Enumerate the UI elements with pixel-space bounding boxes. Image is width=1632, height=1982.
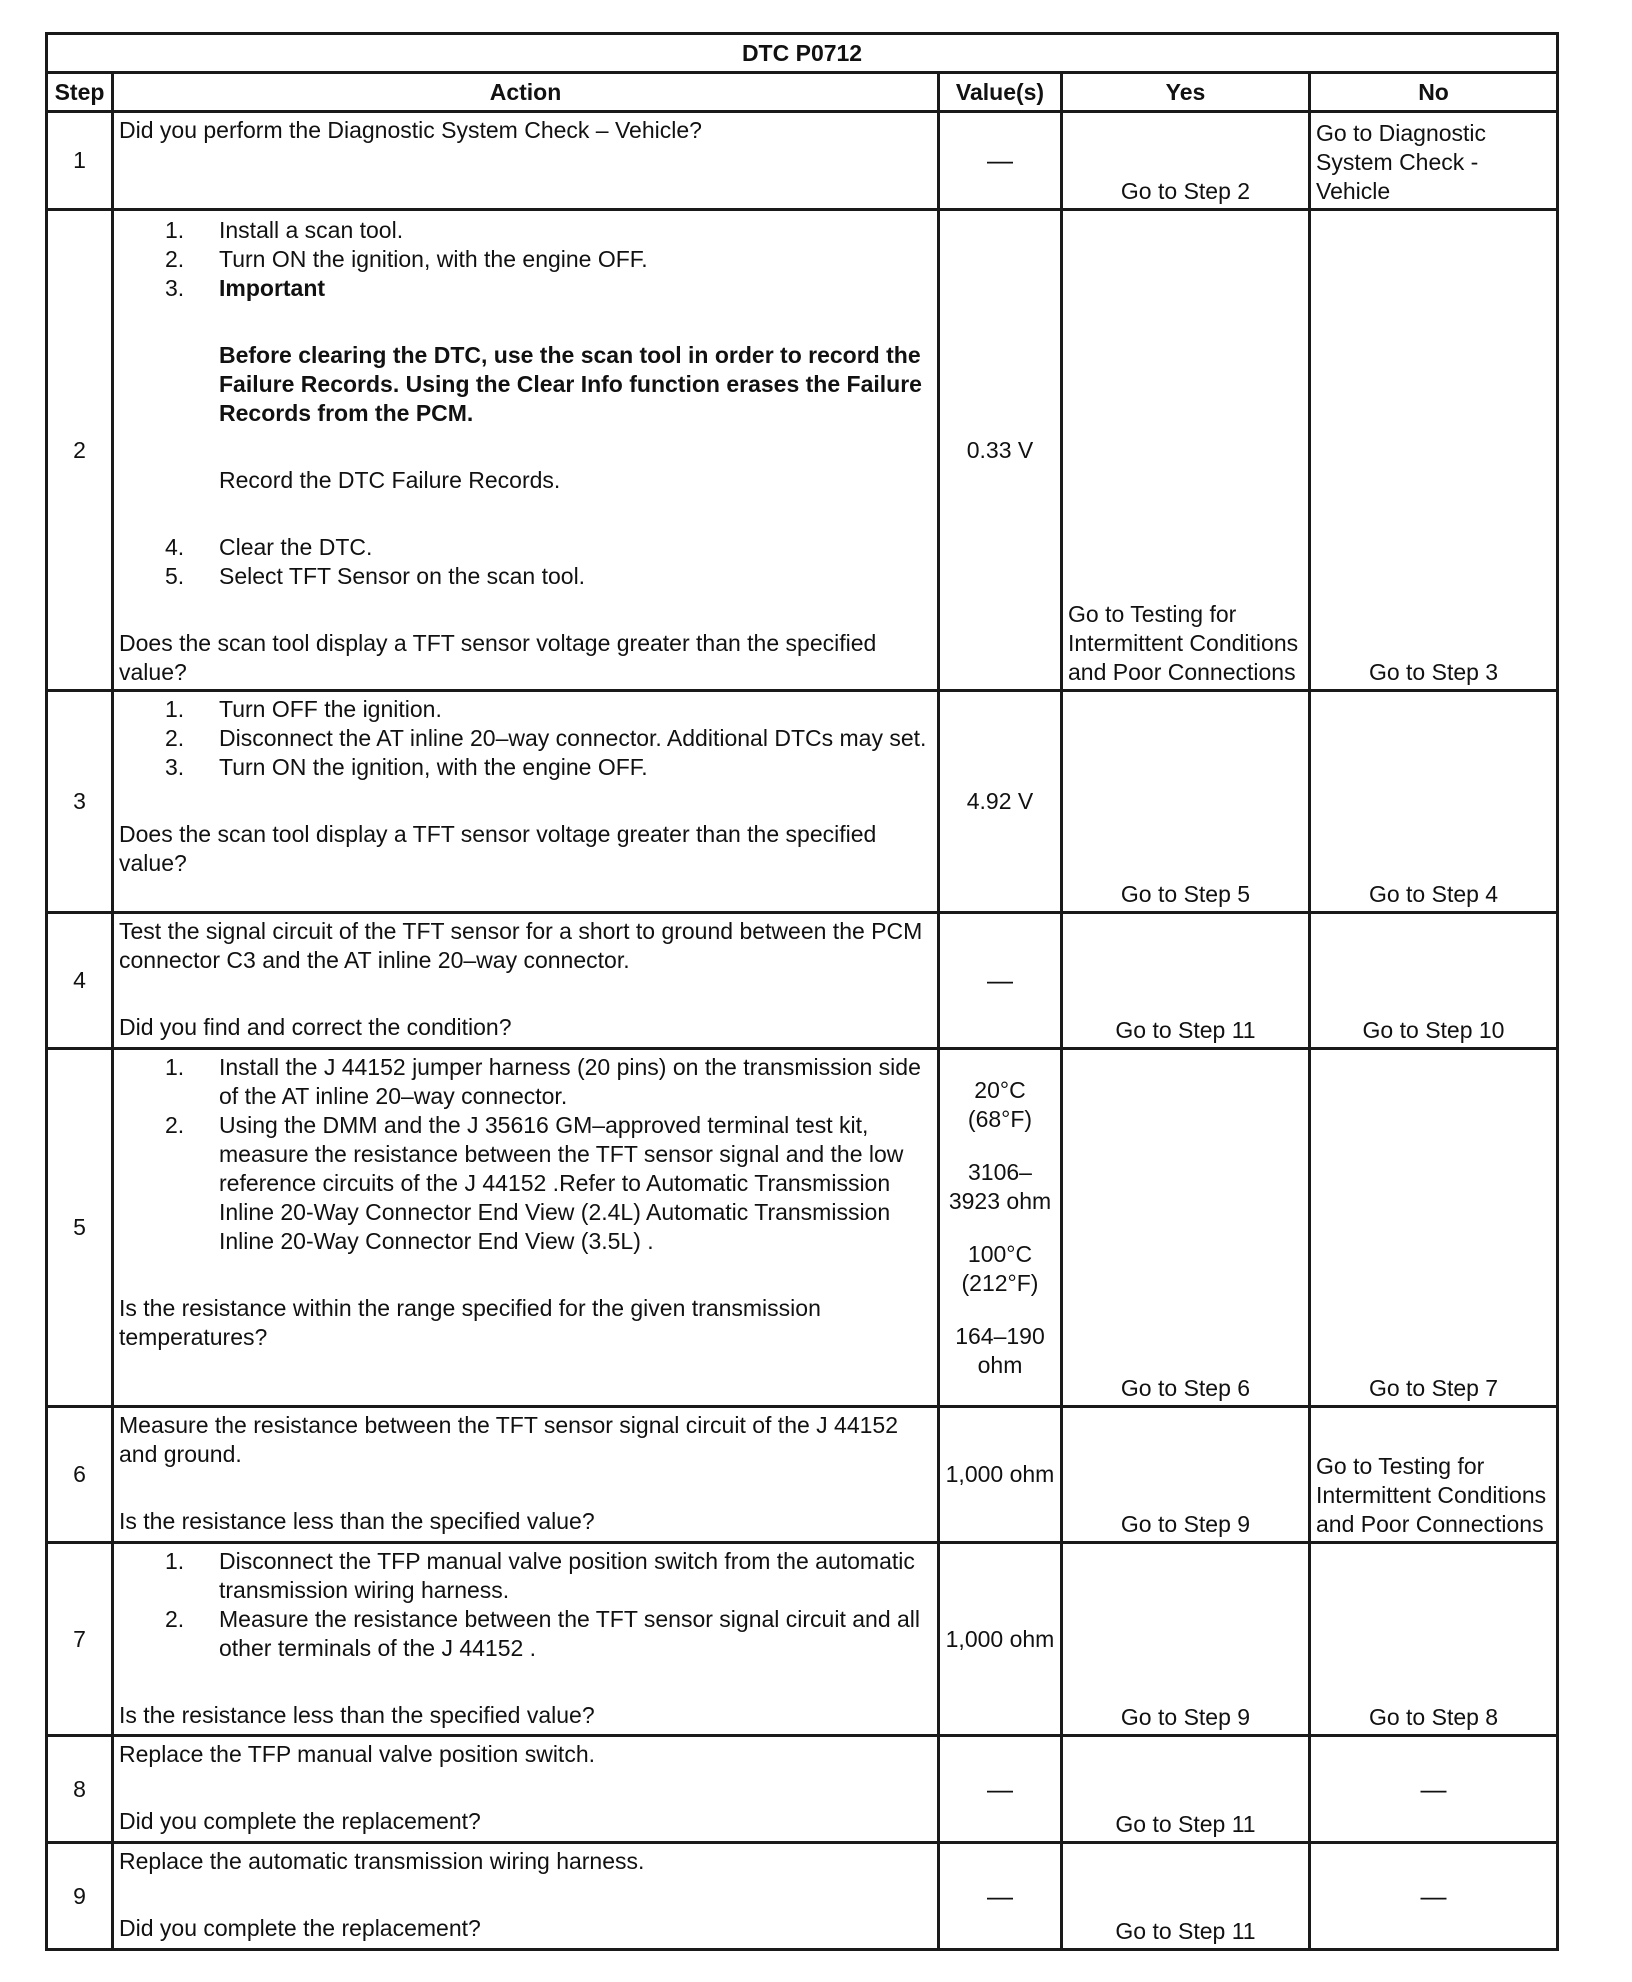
list-item: 4. Clear the DTC. <box>165 534 373 560</box>
action-text: Did you perform the Diagnostic System Check – Vehicle? <box>119 117 702 143</box>
table-row <box>47 1407 1558 1543</box>
important-note: Before clearing the DTC, use the scan tool in order to record the Failure Records. Using the Clear Info function erases the Failure Records from the PCM. <box>219 342 922 426</box>
table-row <box>47 1543 1558 1736</box>
yes-link[interactable]: Go to Step 2 <box>1062 112 1310 210</box>
no-link: — <box>1310 1843 1558 1950</box>
value-cell: 0.33 V <box>939 210 1062 691</box>
action-text: Test the signal circuit of the TFT sensor for a short to ground between the PCM connector C3 and the AT inline 20–way connector. <box>119 918 923 973</box>
yes-link[interactable]: Go to Step 9 <box>1062 1543 1310 1736</box>
value-temp-high: 100°C (212°F) <box>961 1240 1039 1296</box>
yes-link[interactable]: Go to Step 6 <box>1062 1049 1310 1407</box>
action-cell <box>113 1543 939 1736</box>
no-link[interactable]: Go to Step 4 <box>1310 691 1558 913</box>
value-cell <box>939 1049 1062 1407</box>
action-list <box>119 1053 932 1256</box>
value-resistance-high: 164–190 ohm <box>955 1322 1045 1378</box>
list-item: 3. Turn ON the ignition, with the engine OFF. <box>165 754 648 780</box>
action-question: Did you find and correct the condition? <box>119 1014 512 1040</box>
table-row <box>47 1049 1558 1407</box>
table-row <box>47 1736 1558 1843</box>
dtc-table-container <box>45 32 1556 1951</box>
yes-link[interactable]: Go to Step 11 <box>1062 913 1310 1049</box>
step-number: 1 <box>47 112 113 210</box>
list-item: 2. Using the DMM and the J 35616 GM–approved terminal test kit, measure the resistance between the TFT sensor signal and the low reference circuits of the J 44152 .Refer to Automatic Transmission Inline 20-Way Connector End View (2.4L) Automatic Transmission Inline 20-Way Connector End View (3.5L) . <box>165 1112 904 1254</box>
step-number: 4 <box>47 913 113 1049</box>
action-text: Measure the resistance between the TFT sensor signal circuit of the J 44152 and ground. <box>119 1412 899 1467</box>
list-item: 2. Turn ON the ignition, with the engine OFF. <box>165 246 648 272</box>
list-item: 1. Install the J 44152 jumper harness (20 pins) on the transmission side of the AT inline 20–way connector. <box>165 1054 921 1109</box>
yes-link[interactable]: Go to Testing for Intermittent Conditions and Poor Connections <box>1062 210 1310 691</box>
no-link[interactable]: Go to Step 3 <box>1310 210 1558 691</box>
list-item: 1. Disconnect the TFP manual valve position switch from the automatic transmission wiring harness. <box>165 1548 915 1603</box>
yes-link[interactable]: Go to Step 9 <box>1062 1407 1310 1543</box>
action-cell <box>113 1736 939 1843</box>
record-note: Record the DTC Failure Records. <box>219 467 561 493</box>
header-no: No <box>1310 73 1558 112</box>
table-row <box>47 1843 1558 1950</box>
value-cell: — <box>939 112 1062 210</box>
list-item: 1. Turn OFF the ignition. <box>165 696 442 722</box>
step-number: 2 <box>47 210 113 691</box>
list-item: 1. Install a scan tool. <box>165 217 404 243</box>
header-step: Step <box>47 73 113 112</box>
table-title: DTC P0712 <box>47 34 1558 73</box>
action-list-continued <box>119 533 932 591</box>
action-list <box>119 695 932 782</box>
action-question: Does the scan tool display a TFT sensor voltage greater than the specified value? <box>119 630 877 685</box>
dtc-table <box>45 32 1559 1951</box>
value-cell: — <box>939 1843 1062 1950</box>
action-cell <box>113 913 939 1049</box>
header-yes: Yes <box>1062 73 1310 112</box>
action-cell <box>113 1407 939 1543</box>
step-number: 7 <box>47 1543 113 1736</box>
no-link[interactable]: Go to Step 7 <box>1310 1049 1558 1407</box>
action-text: Replace the TFP manual valve position switch. <box>119 1741 596 1767</box>
value-cell: — <box>939 913 1062 1049</box>
action-question: Is the resistance within the range specified for the given transmission temperatures? <box>119 1295 821 1350</box>
header-action: Action <box>113 73 939 112</box>
header-values: Value(s) <box>939 73 1062 112</box>
action-cell <box>113 1049 939 1407</box>
no-link[interactable]: Go to Testing for Intermittent Conditions and Poor Connections <box>1310 1407 1558 1543</box>
yes-link[interactable]: Go to Step 5 <box>1062 691 1310 913</box>
no-link[interactable]: Go to Step 10 <box>1310 913 1558 1049</box>
value-cell: 4.92 V <box>939 691 1062 913</box>
action-cell <box>113 112 939 210</box>
value-temp-low: 20°C (68°F) <box>967 1076 1033 1132</box>
table-row <box>47 691 1558 913</box>
action-question: Is the resistance less than the specified value? <box>119 1702 595 1728</box>
value-resistance-low: 3106–3923 ohm <box>948 1158 1052 1214</box>
no-link: — <box>1310 1736 1558 1843</box>
action-text: Replace the automatic transmission wiring harness. <box>119 1848 645 1874</box>
action-question: Does the scan tool display a TFT sensor voltage greater than the specified value? <box>119 821 877 876</box>
step-number: 5 <box>47 1049 113 1407</box>
list-item: 5. Select TFT Sensor on the scan tool. <box>165 563 586 589</box>
value-cell: 1,000 ohm <box>939 1407 1062 1543</box>
no-link[interactable]: Go to Step 8 <box>1310 1543 1558 1736</box>
action-question: Did you complete the replacement? <box>119 1915 481 1941</box>
action-list <box>119 216 932 303</box>
action-question: Is the resistance less than the specified value? <box>119 1508 595 1534</box>
list-item: 3. Important <box>165 275 326 301</box>
no-link[interactable]: Go to Diagnostic System Check - Vehicle <box>1310 112 1558 210</box>
action-cell <box>113 1843 939 1950</box>
action-list <box>119 1547 932 1663</box>
action-cell <box>113 210 939 691</box>
yes-link[interactable]: Go to Step 11 <box>1062 1736 1310 1843</box>
table-row <box>47 913 1558 1049</box>
step-number: 8 <box>47 1736 113 1843</box>
action-question: Did you complete the replacement? <box>119 1808 481 1834</box>
value-cell: 1,000 ohm <box>939 1543 1062 1736</box>
step-number: 9 <box>47 1843 113 1950</box>
list-item: 2. Measure the resistance between the TFT sensor signal circuit and all other terminals of the J 44152 . <box>165 1606 921 1661</box>
yes-link[interactable]: Go to Step 11 <box>1062 1843 1310 1950</box>
table-row <box>47 210 1558 691</box>
step-number: 6 <box>47 1407 113 1543</box>
header-row <box>47 73 1558 112</box>
value-cell: — <box>939 1736 1062 1843</box>
step-number: 3 <box>47 691 113 913</box>
action-cell <box>113 691 939 913</box>
list-item: 2. Disconnect the AT inline 20–way connector. Additional DTCs may set. <box>165 725 927 751</box>
table-row <box>47 112 1558 210</box>
title-row <box>47 34 1558 73</box>
